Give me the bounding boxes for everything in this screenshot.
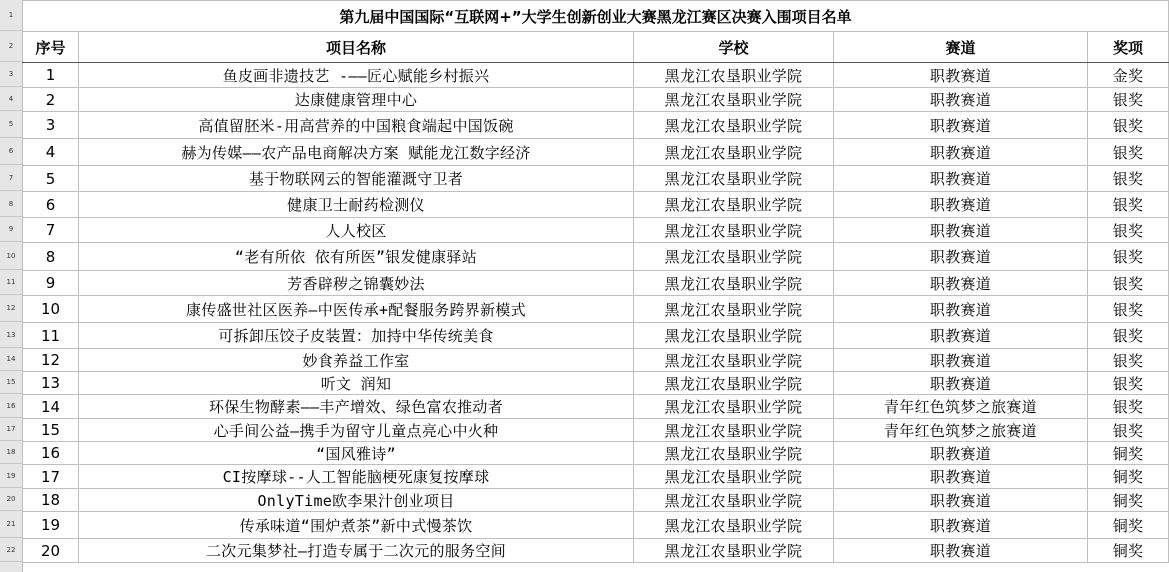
cell-number[interactable]: 16 bbox=[23, 442, 79, 465]
header-cell-school[interactable]: 学校 bbox=[634, 32, 834, 63]
cell-project-name[interactable]: 妙食养益工作室 bbox=[79, 349, 634, 372]
title-row bbox=[23, 1, 1169, 32]
cell-school[interactable]: 黑龙江农垦职业学院 bbox=[634, 139, 834, 166]
cell-award[interactable]: 银奖 bbox=[1088, 419, 1169, 442]
cell-track[interactable]: 职教赛道 bbox=[834, 372, 1088, 395]
row-number[interactable]: 11 bbox=[0, 270, 22, 295]
cell-award[interactable]: 银奖 bbox=[1088, 218, 1169, 243]
cell-number[interactable]: 18 bbox=[23, 489, 79, 512]
cell-number[interactable]: 2 bbox=[23, 88, 79, 112]
cell-school[interactable]: 黑龙江农垦职业学院 bbox=[634, 539, 834, 563]
cell-track[interactable]: 职教赛道 bbox=[834, 112, 1088, 139]
row-number[interactable]: 21 bbox=[0, 511, 22, 538]
cell-track[interactable]: 职教赛道 bbox=[834, 139, 1088, 166]
cell-number[interactable]: 11 bbox=[23, 323, 79, 349]
cell-school[interactable]: 黑龙江农垦职业学院 bbox=[634, 395, 834, 419]
cell-award[interactable]: 铜奖 bbox=[1088, 442, 1169, 465]
cell-award[interactable]: 铜奖 bbox=[1088, 512, 1169, 539]
cell-school[interactable]: 黑龙江农垦职业学院 bbox=[634, 112, 834, 139]
table-row bbox=[23, 271, 1169, 296]
cell-number[interactable]: 17 bbox=[23, 465, 79, 489]
cell-school[interactable]: 黑龙江农垦职业学院 bbox=[634, 271, 834, 296]
table-row bbox=[23, 349, 1169, 372]
cell-award[interactable]: 银奖 bbox=[1088, 296, 1169, 323]
cell-track[interactable]: 职教赛道 bbox=[834, 349, 1088, 372]
header-cell-no[interactable]: 序号 bbox=[23, 32, 79, 63]
cell-track[interactable]: 职教赛道 bbox=[834, 296, 1088, 323]
cell-award[interactable]: 银奖 bbox=[1088, 139, 1169, 166]
table-row bbox=[23, 539, 1169, 563]
cell-number[interactable]: 20 bbox=[23, 539, 79, 563]
row-number[interactable]: 8 bbox=[0, 191, 22, 217]
cell-track[interactable]: 职教赛道 bbox=[834, 218, 1088, 243]
row-number[interactable]: 1 bbox=[0, 0, 22, 31]
cell-school[interactable]: 黑龙江农垦职业学院 bbox=[634, 243, 834, 271]
cell-project-name[interactable]: 听文 润知 bbox=[79, 372, 634, 395]
cell-award[interactable]: 银奖 bbox=[1088, 88, 1169, 112]
table-row bbox=[23, 323, 1169, 349]
row-number[interactable]: 3 bbox=[0, 62, 22, 87]
cell-project-name[interactable]: 心手间公益—携手为留守儿童点亮心中火种 bbox=[79, 419, 634, 442]
cell-project-name[interactable]: “老有所依 依有所医”银发健康驿站 bbox=[79, 243, 634, 271]
cell-number[interactable]: 15 bbox=[23, 419, 79, 442]
cell-project-name[interactable]: 康传盛世社区医养—中医传承+配餐服务跨界新模式 bbox=[79, 296, 634, 323]
table-row bbox=[23, 166, 1169, 192]
cell-award[interactable]: 金奖 bbox=[1088, 63, 1169, 88]
cell-project-name[interactable]: 高值留胚米-用高营养的中国粮食端起中国饭碗 bbox=[79, 112, 634, 139]
cell-number[interactable]: 12 bbox=[23, 349, 79, 372]
cell-school[interactable]: 黑龙江农垦职业学院 bbox=[634, 88, 834, 112]
cell-track[interactable]: 职教赛道 bbox=[834, 465, 1088, 489]
sheet-title[interactable]: 第九届中国国际“互联网+”大学生创新创业大赛黑龙江赛区决赛入围项目名单 bbox=[23, 1, 1169, 32]
cell-number[interactable]: 14 bbox=[23, 395, 79, 419]
row-number[interactable]: 19 bbox=[0, 464, 22, 488]
cell-award[interactable]: 银奖 bbox=[1088, 243, 1169, 271]
table-row bbox=[23, 88, 1169, 112]
row-number[interactable]: 12 bbox=[0, 295, 22, 322]
cell-award[interactable]: 银奖 bbox=[1088, 112, 1169, 139]
cell-project-name[interactable]: CI按摩球--人工智能脑梗死康复按摩球 bbox=[79, 465, 634, 489]
row-number[interactable]: 2 bbox=[0, 31, 22, 62]
cell-number[interactable]: 6 bbox=[23, 192, 79, 218]
header-cell-track[interactable]: 赛道 bbox=[834, 32, 1088, 63]
cell-project-name[interactable]: 芳香辟秽之锦囊妙法 bbox=[79, 271, 634, 296]
cell-school[interactable]: 黑龙江农垦职业学院 bbox=[634, 442, 834, 465]
table-row bbox=[23, 372, 1169, 395]
table-row bbox=[23, 489, 1169, 512]
row-number[interactable]: 17 bbox=[0, 418, 22, 441]
table-row bbox=[23, 63, 1169, 88]
row-number[interactable]: 22 bbox=[0, 538, 22, 562]
row-number[interactable]: 4 bbox=[0, 87, 22, 111]
table-row bbox=[23, 296, 1169, 323]
cell-project-name[interactable]: OnlyTime欧李果汁创业项目 bbox=[79, 489, 634, 512]
row-number[interactable]: 6 bbox=[0, 138, 22, 165]
cell-track[interactable]: 职教赛道 bbox=[834, 442, 1088, 465]
cell-track[interactable]: 职教赛道 bbox=[834, 512, 1088, 539]
cell-track[interactable]: 职教赛道 bbox=[834, 489, 1088, 512]
table-row bbox=[23, 218, 1169, 243]
cell-project-name[interactable]: 赫为传媒——农产品电商解决方案 赋能龙江数字经济 bbox=[79, 139, 634, 166]
cell-project-name[interactable]: 可拆卸压饺子皮装置：加持中华传统美食 bbox=[79, 323, 634, 349]
row-number-gutter bbox=[0, 0, 23, 572]
cell-award[interactable]: 银奖 bbox=[1088, 192, 1169, 218]
cell-school[interactable]: 黑龙江农垦职业学院 bbox=[634, 218, 834, 243]
cell-school[interactable]: 黑龙江农垦职业学院 bbox=[634, 372, 834, 395]
cell-school[interactable]: 黑龙江农垦职业学院 bbox=[634, 419, 834, 442]
table-row bbox=[23, 139, 1169, 166]
row-number[interactable]: 16 bbox=[0, 394, 22, 418]
row-number[interactable]: 14 bbox=[0, 348, 22, 371]
cell-track[interactable]: 青年红色筑梦之旅赛道 bbox=[834, 419, 1088, 442]
cell-number[interactable]: 9 bbox=[23, 271, 79, 296]
cell-track[interactable]: 职教赛道 bbox=[834, 323, 1088, 349]
data-table bbox=[22, 0, 1169, 563]
cell-award[interactable]: 铜奖 bbox=[1088, 489, 1169, 512]
cell-award[interactable]: 银奖 bbox=[1088, 271, 1169, 296]
cell-award[interactable]: 银奖 bbox=[1088, 349, 1169, 372]
table-row bbox=[23, 465, 1169, 489]
cell-award[interactable]: 铜奖 bbox=[1088, 539, 1169, 563]
cell-number[interactable]: 3 bbox=[23, 112, 79, 139]
cell-number[interactable]: 5 bbox=[23, 166, 79, 192]
cell-project-name[interactable]: 基于物联网云的智能灌溉守卫者 bbox=[79, 166, 634, 192]
cell-award[interactable]: 铜奖 bbox=[1088, 465, 1169, 489]
row-number[interactable]: 18 bbox=[0, 441, 22, 464]
cell-track[interactable]: 职教赛道 bbox=[834, 88, 1088, 112]
cell-project-name[interactable]: 环保生物酵素——丰产增效、绿色富农推动者 bbox=[79, 395, 634, 419]
cell-award[interactable]: 银奖 bbox=[1088, 372, 1169, 395]
row-number[interactable]: 15 bbox=[0, 371, 22, 394]
table-row bbox=[23, 442, 1169, 465]
header-cell-award[interactable]: 奖项 bbox=[1088, 32, 1169, 63]
cell-number[interactable]: 1 bbox=[23, 63, 79, 88]
table-row bbox=[23, 395, 1169, 419]
row-number[interactable]: 7 bbox=[0, 165, 22, 191]
cell-project-name[interactable]: 鱼皮画非遗技艺 -——匠心赋能乡村振兴 bbox=[79, 63, 634, 88]
row-number[interactable]: 20 bbox=[0, 488, 22, 511]
cell-number[interactable]: 7 bbox=[23, 218, 79, 243]
cell-project-name[interactable]: 达康健康管理中心 bbox=[79, 88, 634, 112]
cell-school[interactable]: 黑龙江农垦职业学院 bbox=[634, 63, 834, 88]
cell-track[interactable]: 青年红色筑梦之旅赛道 bbox=[834, 395, 1088, 419]
cell-track[interactable]: 职教赛道 bbox=[834, 63, 1088, 88]
cell-number[interactable]: 13 bbox=[23, 372, 79, 395]
cell-school[interactable]: 黑龙江农垦职业学院 bbox=[634, 296, 834, 323]
cell-track[interactable]: 职教赛道 bbox=[834, 192, 1088, 218]
cell-number[interactable]: 8 bbox=[23, 243, 79, 271]
row-number[interactable]: 10 bbox=[0, 242, 22, 270]
table-row bbox=[23, 192, 1169, 218]
row-number[interactable]: 5 bbox=[0, 111, 22, 138]
cell-project-name[interactable]: “国风雅诗” bbox=[79, 442, 634, 465]
cell-school[interactable]: 黑龙江农垦职业学院 bbox=[634, 512, 834, 539]
header-cell-project[interactable]: 项目名称 bbox=[79, 32, 634, 63]
cell-project-name[interactable]: 健康卫士耐药检测仪 bbox=[79, 192, 634, 218]
cell-award[interactable]: 银奖 bbox=[1088, 395, 1169, 419]
table-row bbox=[23, 243, 1169, 271]
cell-school[interactable]: 黑龙江农垦职业学院 bbox=[634, 166, 834, 192]
row-number[interactable]: 9 bbox=[0, 217, 22, 242]
cell-number[interactable]: 19 bbox=[23, 512, 79, 539]
cell-school[interactable]: 黑龙江农垦职业学院 bbox=[634, 465, 834, 489]
table-row bbox=[23, 112, 1169, 139]
cell-number[interactable]: 10 bbox=[23, 296, 79, 323]
table-row bbox=[23, 419, 1169, 442]
cell-track[interactable]: 职教赛道 bbox=[834, 539, 1088, 563]
cell-school[interactable]: 黑龙江农垦职业学院 bbox=[634, 192, 834, 218]
cell-project-name[interactable]: 传承味道“围炉煮茶”新中式慢茶饮 bbox=[79, 512, 634, 539]
cell-number[interactable]: 4 bbox=[23, 139, 79, 166]
table-row bbox=[23, 512, 1169, 539]
cell-school[interactable]: 黑龙江农垦职业学院 bbox=[634, 489, 834, 512]
cell-track[interactable]: 职教赛道 bbox=[834, 166, 1088, 192]
cell-track[interactable]: 职教赛道 bbox=[834, 243, 1088, 271]
header-row bbox=[23, 32, 1169, 63]
cell-project-name[interactable]: 人人校区 bbox=[79, 218, 634, 243]
cell-award[interactable]: 银奖 bbox=[1088, 166, 1169, 192]
cell-school[interactable]: 黑龙江农垦职业学院 bbox=[634, 349, 834, 372]
row-number[interactable]: 13 bbox=[0, 322, 22, 348]
cell-school[interactable]: 黑龙江农垦职业学院 bbox=[634, 323, 834, 349]
cell-award[interactable]: 银奖 bbox=[1088, 323, 1169, 349]
cell-track[interactable]: 职教赛道 bbox=[834, 271, 1088, 296]
cell-project-name[interactable]: 二次元集梦社—打造专属于二次元的服务空间 bbox=[79, 539, 634, 563]
